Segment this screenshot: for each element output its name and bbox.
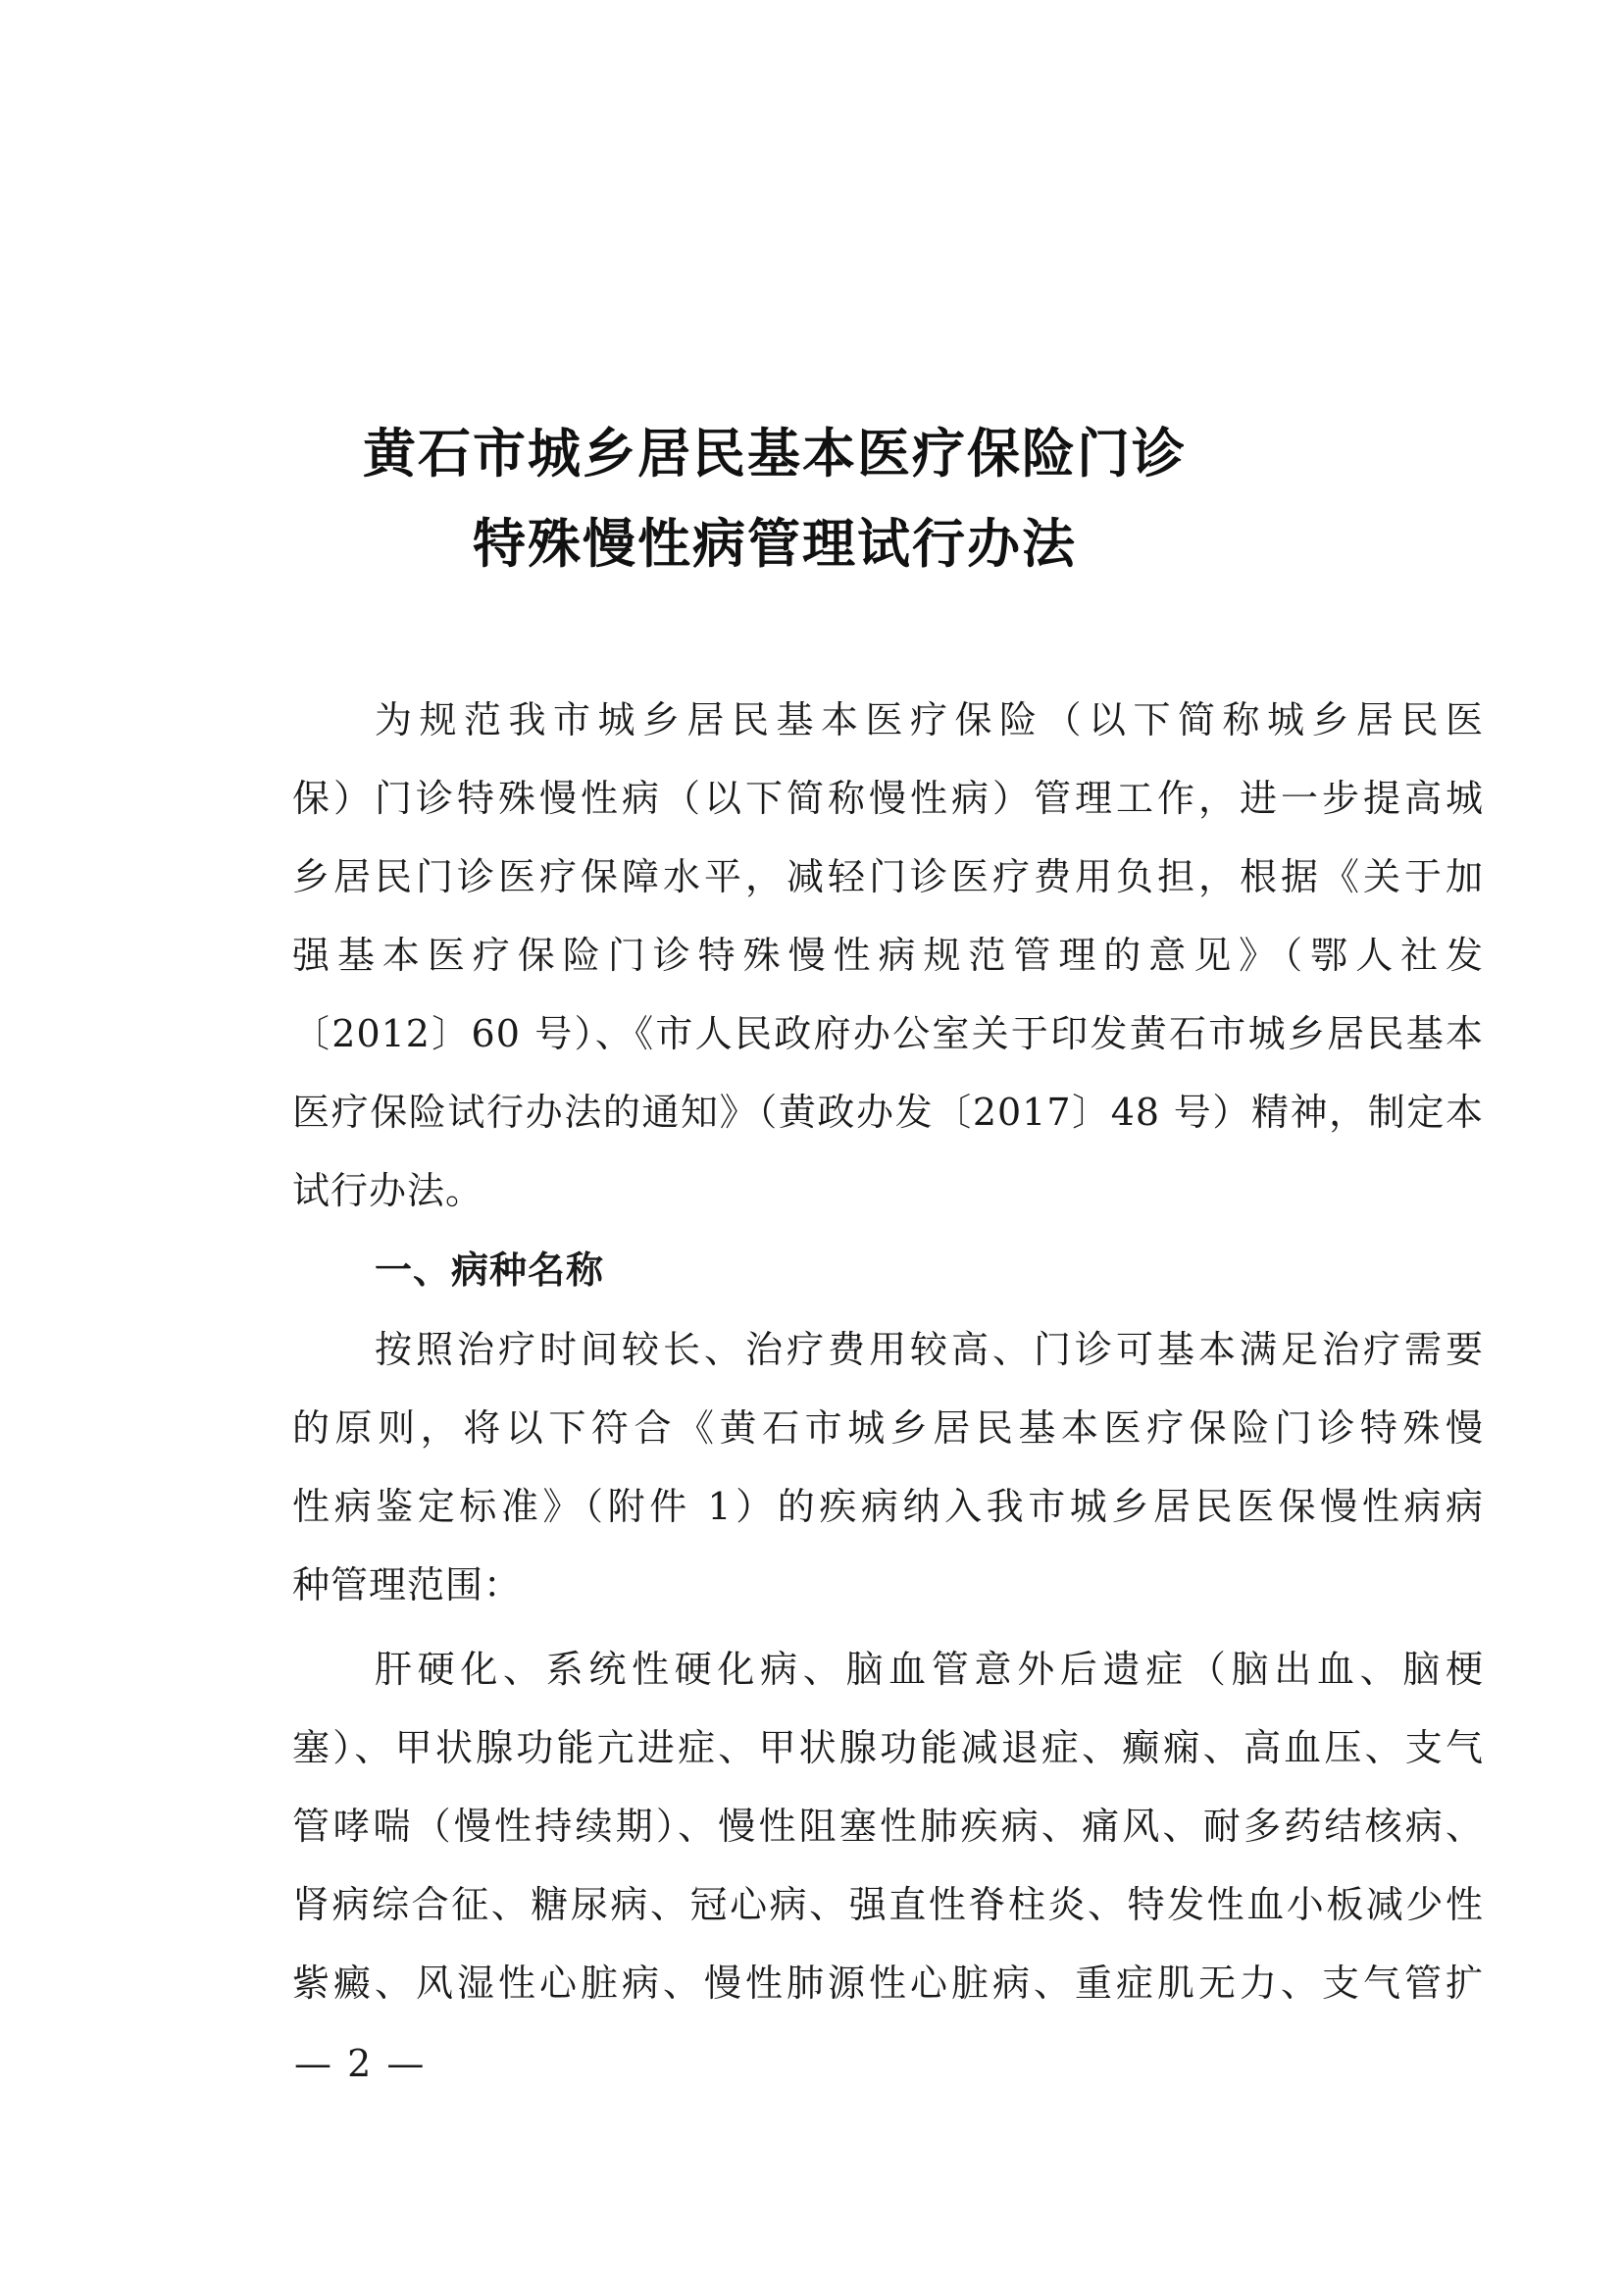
- document-title-line-1: 黄石市城乡居民基本医疗保险门诊: [363, 423, 1187, 484]
- paragraph-line: 试行办法。: [292, 1169, 484, 1212]
- paragraph-line: 肾病综合征、糖尿病、冠心病、强直性脊柱炎、特发性血小板减少性: [292, 1883, 1484, 1926]
- paragraph-line: 种管理范围：: [292, 1563, 523, 1606]
- scope-paragraph: [292, 1310, 1484, 1624]
- intro-paragraph: [292, 681, 1484, 1230]
- document-title-line-2: 特殊慢性病管理试行办法: [473, 513, 1077, 575]
- paragraph-line: 的原则，将以下符合《黄石市城乡居民基本医疗保险门诊特殊慢: [292, 1406, 1484, 1450]
- paragraph-line: 塞）、甲状腺功能亢进症、甲状腺功能减退症、癫痫、高血压、支气: [292, 1726, 1484, 1769]
- page-number: — 2 —: [294, 2042, 427, 2085]
- paragraph-line: 为规范我市城乡居民基本医疗保险（以下简称城乡居民医: [375, 698, 1484, 741]
- disease-list-paragraph: [292, 1630, 1484, 2022]
- paragraph-line: 管哮喘（慢性持续期）、慢性阻塞性肺疾病、痛风、耐多药结核病、: [292, 1805, 1484, 1848]
- paragraph-line: 肝硬化、系统性硬化病、脑血管意外后遗症（脑出血、脑梗: [375, 1648, 1484, 1691]
- section-heading-disease-names: 一、病种名称: [375, 1249, 605, 1292]
- paragraph-line: 强基本医疗保险门诊特殊慢性病规范管理的意见》（鄂人社发: [292, 934, 1484, 977]
- paragraph-line: 医疗保险试行办法的通知》（黄政办发〔2017〕48 号）精神，制定本: [292, 1091, 1484, 1134]
- paragraph-line: 按照治疗时间较长、治疗费用较高、门诊可基本满足治疗需要: [375, 1328, 1484, 1371]
- paragraph-line: 性病鉴定标准》（附件 1）的疾病纳入我市城乡居民医保慢性病病: [292, 1485, 1484, 1528]
- paragraph-line: 保）门诊特殊慢性病（以下简称慢性病）管理工作，进一步提高城: [292, 777, 1484, 820]
- paragraph-line: 乡居民门诊医疗保障水平，减轻门诊医疗费用负担，根据《关于加: [292, 855, 1484, 898]
- paragraph-line: 〔2012〕60 号）、《市人民政府办公室关于印发黄石市城乡居民基本: [292, 1012, 1484, 1055]
- paragraph-line: 紫癜、风湿性心脏病、慢性肺源性心脏病、重症肌无力、支气管扩: [292, 1962, 1484, 2005]
